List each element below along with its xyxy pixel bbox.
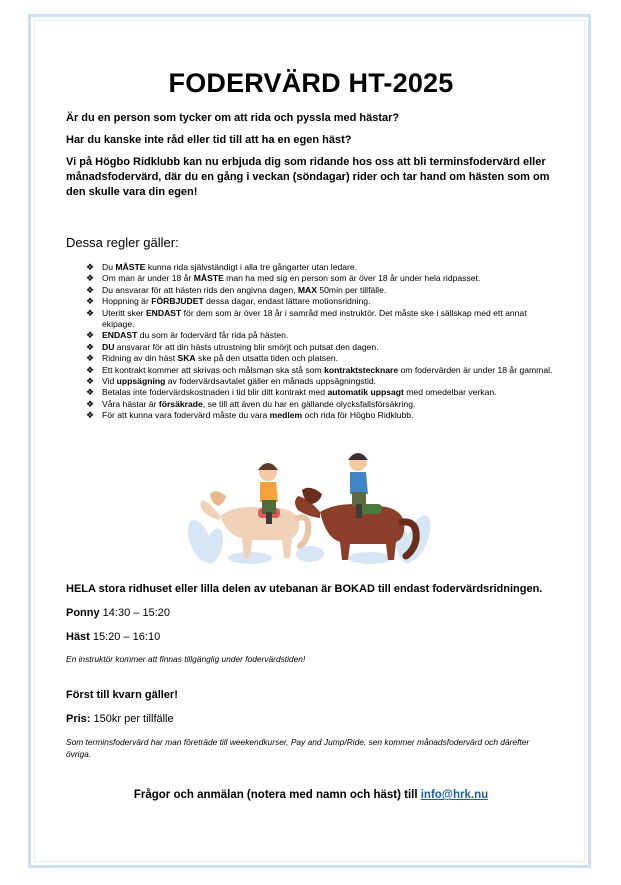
- rule-text: 50min per tillfälle.: [316, 284, 387, 295]
- rule-item: [66, 399, 556, 410]
- rule-item: [66, 330, 556, 341]
- price-line: [66, 712, 556, 727]
- rule-emphasis: DU: [102, 341, 115, 352]
- rule-item: [66, 296, 556, 307]
- rule-item: [66, 308, 556, 331]
- rule-text: man ha med sig en person som är över 18 år under hela ridpasset.: [223, 273, 481, 284]
- diamond-bullet-icon: ❖: [86, 262, 95, 272]
- diamond-bullet-icon: ❖: [86, 330, 95, 341]
- pony-time-label: Ponny: [66, 607, 100, 619]
- children-riding-horses-illustration: [180, 446, 440, 568]
- rule-text: och rida för Högbo Ridklubb.: [302, 410, 414, 421]
- booking-notice: HELA stora ridhuset eller lilla delen av utebanan är BOKAD till endast fodervärdsridningen.: [66, 583, 543, 595]
- price-value: 150kr per tillfälle: [90, 713, 174, 725]
- rule-emphasis: medlem: [269, 410, 303, 421]
- rule-emphasis: automatik uppsagt: [327, 387, 404, 398]
- diamond-bullet-icon: ❖: [86, 284, 95, 295]
- rule-item: [66, 353, 556, 364]
- rule-text: Betalas inte fodervärdskostnaden i tid blir ditt kontrakt med: [102, 387, 328, 398]
- diamond-bullet-icon: ❖: [86, 376, 95, 387]
- contact-email-link[interactable]: info@hrk.nu: [420, 789, 489, 801]
- rule-text: , se till att även du har en gällande olycksfallsförsäkring.: [202, 398, 416, 409]
- rule-item: [66, 376, 556, 387]
- rule-text: av fodervärdsavtalet gäller en månads uppsägningstid.: [165, 376, 377, 387]
- diamond-bullet-icon: ❖: [86, 353, 95, 364]
- rule-emphasis: MAX: [297, 284, 317, 295]
- rule-item: [66, 273, 556, 284]
- first-come-notice: Först till kvarn gäller!: [66, 689, 178, 701]
- rule-text: Du ansvarar för att hästen rids den angivna dagen,: [102, 284, 298, 295]
- rule-emphasis: MÅSTE: [193, 273, 224, 284]
- rule-text: med omedelbar verkan.: [403, 387, 497, 398]
- diamond-bullet-icon: ❖: [86, 398, 95, 409]
- rule-text: ansvarar för att din hästs utrustning blir smörjt och putsat den dagen.: [114, 341, 379, 352]
- priority-note: Som terminsfodervärd har man företräde till weekendkurser, Pay and Jump/Ride, sen kommer månadsfodervärd och därefter övriga.: [66, 737, 530, 759]
- horse-time: [66, 630, 556, 645]
- diamond-bullet-icon: ❖: [86, 364, 95, 375]
- pricing-section: [66, 688, 556, 760]
- rule-text: om fodervärden är under 18 år gammal.: [398, 364, 553, 375]
- intro-section: [66, 111, 556, 200]
- rule-emphasis: FÖRBJUDET: [151, 296, 204, 307]
- rules-heading: Dessa regler gäller:: [66, 235, 179, 250]
- horse-time-label: Häst: [66, 631, 90, 643]
- horse-time-value: 15:20 – 16:10: [89, 631, 161, 643]
- rule-emphasis: kontraktstecknare: [324, 364, 399, 375]
- rule-item: [66, 410, 556, 421]
- rule-item: [66, 285, 556, 296]
- rule-text: dessa dagar, endast lättare motionsridning.: [203, 296, 371, 307]
- page-title: FODERVÄRD HT-2025: [168, 68, 454, 98]
- rule-item: [66, 262, 556, 273]
- rule-text: Du: [102, 262, 116, 272]
- rule-item: [66, 365, 556, 376]
- rule-text: kunna rida självständigt i alla tre gångarter utan ledare.: [145, 262, 358, 272]
- diamond-bullet-icon: ❖: [86, 296, 95, 307]
- rule-emphasis: MÅSTE: [115, 262, 146, 272]
- rule-emphasis: ENDAST: [102, 330, 138, 341]
- intro-question-2: Har du kanske inte råd eller tid till att ha en egen häst?: [66, 134, 352, 146]
- rule-text: Hoppning är: [102, 296, 152, 307]
- diamond-bullet-icon: ❖: [86, 410, 95, 421]
- rule-text: Om man är under 18 år: [102, 273, 194, 284]
- rule-text: Ett kontrakt kommer att skrivas och målsman ska stå som: [102, 364, 325, 375]
- instructor-note: En instruktör kommer att finnas tillgänglig under fodervärdstiden!: [66, 654, 306, 664]
- rule-text: för dem som är över 18 år i samråd med instruktör. Det måste ske i sällskap med ett annat ekipage.: [102, 307, 527, 330]
- rule-emphasis: SKA: [177, 353, 196, 364]
- pony-time: [66, 606, 556, 621]
- rule-item: [66, 342, 556, 353]
- diamond-bullet-icon: ❖: [86, 387, 95, 398]
- contact-text: Frågor och anmälan (notera med namn och häst) till: [133, 789, 421, 801]
- price-label: Pris:: [66, 713, 91, 725]
- rule-text: För att kunna vara fodervärd måste du vara: [102, 410, 270, 421]
- diamond-bullet-icon: ❖: [86, 273, 95, 284]
- rule-text: Vid: [102, 376, 117, 387]
- rule-emphasis: uppsägning: [116, 376, 166, 387]
- rule-text: ske på den utsatta tiden och platsen.: [195, 353, 339, 364]
- rule-text: Våra hästar är: [102, 398, 159, 409]
- diamond-bullet-icon: ❖: [86, 341, 95, 352]
- schedule-section: [66, 582, 556, 665]
- intro-question-1: Är du en person som tycker om att rida och pyssla med hästar?: [66, 112, 400, 124]
- rule-text: du som är fodervärd får rida på hästen.: [137, 330, 289, 341]
- rule-item: [66, 387, 556, 398]
- document-body: [66, 68, 556, 422]
- contact-line: [66, 789, 556, 801]
- rule-emphasis: försäkrade: [158, 398, 203, 409]
- rules-list: [66, 262, 556, 422]
- intro-offer: Vi på Högbo Ridklubb kan nu erbjuda dig som ridande hos oss att bli terminsfodervärd eller månadsfodervärd, där du en gång i veckan (söndagar) rider och tar hand om hästen som om den skulle vara din egen!: [66, 156, 550, 198]
- rule-emphasis: ENDAST: [145, 307, 182, 318]
- rule-text: Ridning av din häst: [102, 353, 178, 364]
- pony-time-value: 14:30 – 15:20: [99, 607, 170, 619]
- rule-text: Uteritt sker: [102, 307, 146, 318]
- diamond-bullet-icon: ❖: [86, 307, 95, 318]
